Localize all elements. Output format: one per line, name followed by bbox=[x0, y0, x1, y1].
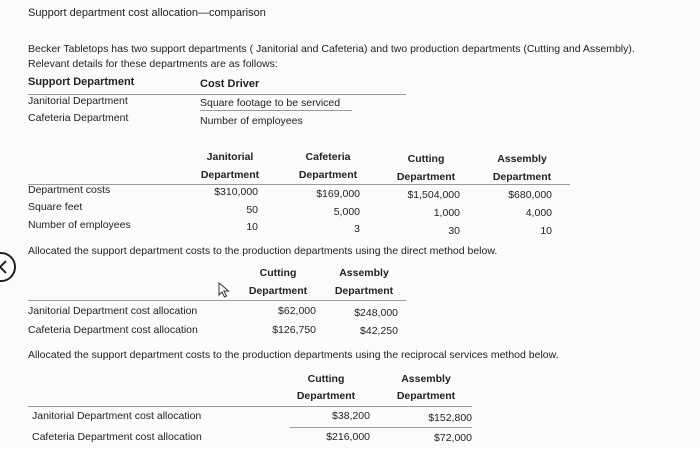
dept-row-2-cutting: 30 bbox=[448, 225, 460, 237]
reciprocal-row-0-assembly: $152,800 bbox=[428, 412, 472, 424]
direct-col-assembly: Assembly bbox=[339, 267, 389, 279]
mouse-pointer-icon bbox=[218, 282, 230, 298]
direct-col-assembly-sub: Department bbox=[334, 285, 394, 297]
reciprocal-col-assembly-sub: Department bbox=[396, 390, 456, 402]
dept-row-2-cafeteria: 3 bbox=[354, 223, 360, 235]
intro-line-1: Becker Tabletops has two support departments ( Janitorial and Cafeteria) and two production departments (Cutting and Assembly). bbox=[28, 43, 635, 55]
col-header-cutting-sub: Department bbox=[396, 171, 456, 183]
driver-header-support: Support Department bbox=[28, 76, 135, 88]
driver-row-1-driver: Number of employees bbox=[200, 115, 303, 127]
reciprocal-header-divider bbox=[28, 406, 472, 407]
dept-row-1-assembly: 4,000 bbox=[525, 207, 552, 219]
reciprocal-row-0-cutting: $38,200 bbox=[332, 410, 370, 422]
intro-line-2: Relevant details for these departments are as follows: bbox=[28, 58, 278, 70]
driver-row-divider bbox=[200, 110, 352, 111]
col-header-cutting: Cutting bbox=[407, 153, 445, 165]
reciprocal-method-caption: Allocated the support department costs to the production departments using the reciprocal services method below. bbox=[28, 349, 559, 361]
driver-row-0-driver: Square footage to be serviced bbox=[200, 97, 341, 109]
reciprocal-row-1-cutting: $216,000 bbox=[326, 431, 370, 443]
direct-header-divider bbox=[28, 300, 406, 301]
dept-row-1-label: Square feet bbox=[28, 201, 83, 213]
direct-row-0-assembly: $248,000 bbox=[354, 307, 398, 319]
direct-row-1-assembly: $42,250 bbox=[360, 325, 398, 337]
reciprocal-col-cutting: Cutting bbox=[307, 373, 345, 385]
direct-row-1-cutting: $126,750 bbox=[272, 324, 316, 336]
reciprocal-row-divider bbox=[290, 427, 472, 428]
dept-row-0-cutting: $1,504,000 bbox=[407, 189, 460, 201]
direct-col-cutting-sub: Department bbox=[248, 285, 308, 297]
col-header-cafeteria-sub: Department bbox=[298, 169, 358, 181]
reciprocal-row-1-label: Cafeteria Department cost allocation bbox=[32, 431, 202, 443]
dept-row-0-janitorial: $310,000 bbox=[214, 186, 258, 198]
previous-button[interactable] bbox=[0, 252, 16, 282]
direct-row-1-label: Cafeteria Department cost allocation bbox=[28, 324, 198, 336]
direct-col-cutting: Cutting bbox=[259, 267, 297, 279]
dept-row-2-label: Number of employees bbox=[28, 219, 131, 231]
reciprocal-col-cutting-sub: Department bbox=[296, 390, 356, 402]
driver-row-0-label: Janitorial Department bbox=[28, 95, 128, 107]
dept-row-1-cutting: 1,000 bbox=[433, 207, 460, 219]
chevron-left-icon bbox=[0, 260, 7, 274]
direct-method-caption: Allocated the support department costs to the production departments using the direct method below. bbox=[28, 245, 498, 257]
dept-row-0-cafeteria: $169,000 bbox=[316, 188, 360, 200]
reciprocal-row-1-assembly: $72,000 bbox=[434, 432, 472, 444]
reciprocal-col-assembly: Assembly bbox=[401, 373, 451, 385]
col-header-assembly: Assembly bbox=[497, 153, 547, 165]
direct-row-0-label: Janitorial Department cost allocation bbox=[28, 305, 198, 317]
page-title: Support department cost allocation—comparison bbox=[28, 7, 266, 19]
col-header-cafeteria: Cafeteria bbox=[305, 151, 351, 163]
dept-row-1-cafeteria: 5,000 bbox=[333, 206, 360, 218]
driver-header-cost-driver: Cost Driver bbox=[200, 78, 260, 90]
dept-row-0-assembly: $680,000 bbox=[508, 189, 552, 201]
col-header-janitorial: Janitorial bbox=[206, 151, 254, 163]
col-header-assembly-sub: Department bbox=[492, 171, 552, 183]
driver-row-1-label: Cafeteria Department bbox=[28, 112, 129, 124]
col-header-janitorial-sub: Department bbox=[200, 169, 260, 181]
dept-row-2-janitorial: 10 bbox=[246, 221, 258, 233]
dept-row-0-label: Department costs bbox=[28, 184, 111, 196]
direct-row-0-cutting: $62,000 bbox=[278, 305, 316, 317]
dept-row-2-assembly: 10 bbox=[540, 225, 552, 237]
reciprocal-row-0-label: Janitorial Department cost allocation bbox=[32, 410, 202, 422]
dept-row-1-janitorial: 50 bbox=[246, 204, 258, 216]
